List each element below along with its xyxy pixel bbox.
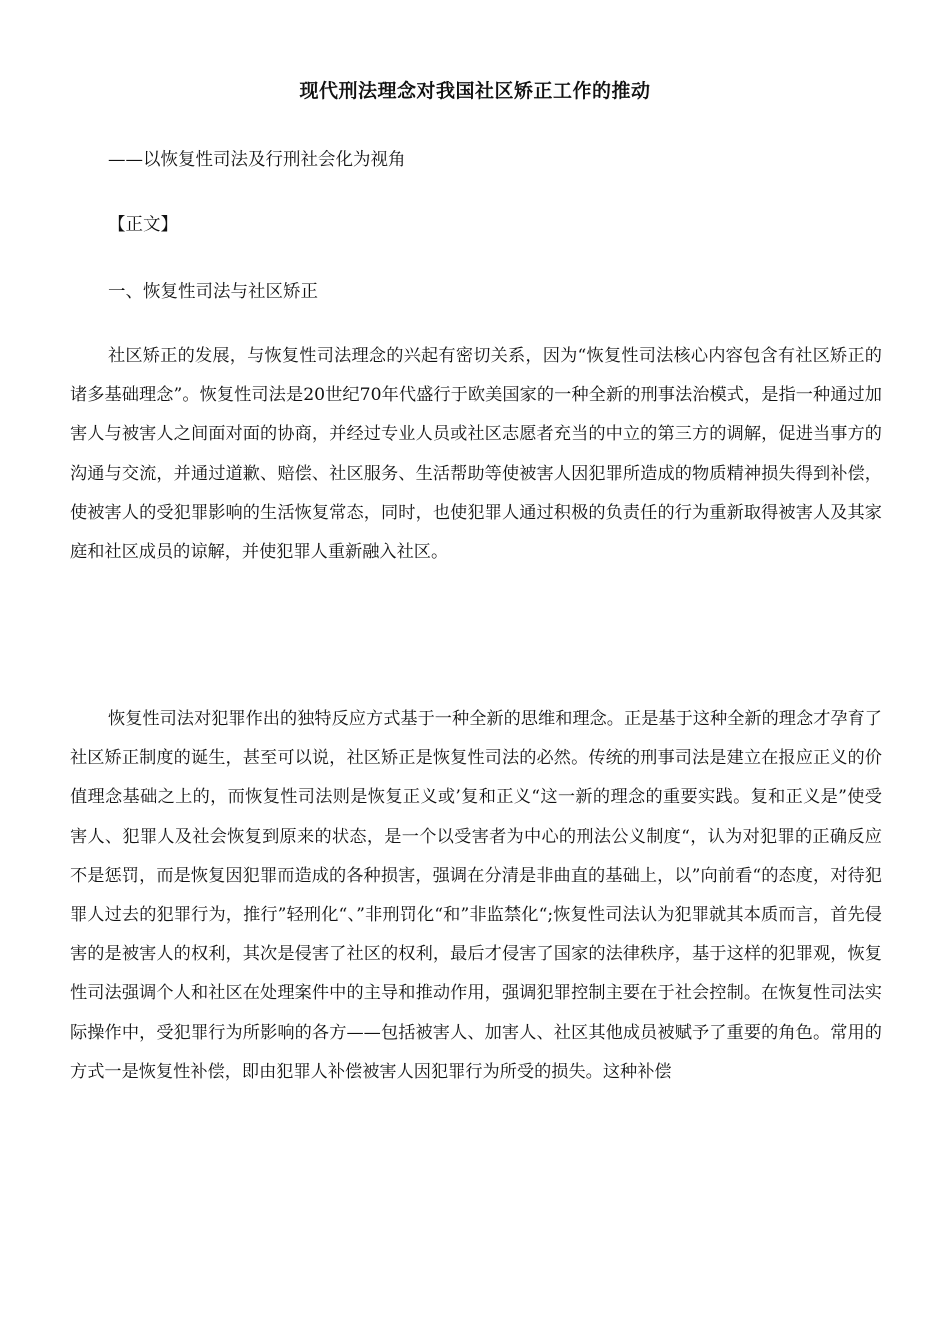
- document-title: 现代刑法理念对我国社区矫正工作的推动: [299, 80, 651, 102]
- section-heading: 一、恢复性司法与社区矫正: [108, 282, 318, 302]
- document-subtitle: ——以恢复性司法及行刑社会化为视角: [108, 150, 406, 170]
- section-marker: 【正文】: [108, 215, 178, 235]
- body-paragraph: 社区矫正的发展，与恢复性司法理念的兴起有密切关系，因为“恢复性司法核心内容包含有社区矫正的诸多基础理念”。恢复性司法是20世纪70年代盛行于欧美国家的一种全新的刑事法治模式，是指一种通过加害人与被害人之间面对面的协商，并经过专业人员或社区志愿者充当的中立的第三方的调解，促进当事方的沟通与交流，并通过道歉、赔偿、社区服务、生活帮助等使被害人因犯罪所造成的物质精神损失得到补偿，使被害人的受犯罪影响的生活恢复常态，同时，也使犯罪人通过积极的负责任的行为重新取得被害人及其家庭和社区成员的谅解，并使犯罪人重新融入社区。: [70, 346, 882, 563]
- body-paragraph: 恢复性司法对犯罪作出的独特反应方式基于一种全新的思维和理念。正是基于这种全新的理念才孕育了社区矫正制度的诞生，甚至可以说，社区矫正是恢复性司法的必然。传统的刑事司法是建立在报应正义的价值理念基础之上的，而恢复性司法则是恢复正义或’复和正义“这一新的理念的重要实践。复和正义是”使受害人、犯罪人及社会恢复到原来的状态，是一个以受害者为中心的刑法公义制度“，认为对犯罪的正确反应不是惩罚，而是恢复因犯罪而造成的各种损害，强调在分清是非曲直的基础上，以”向前看“的态度，对待犯罪人过去的犯罪行为，推行”轻刑化“、”非刑罚化“和”非监禁化“;恢复性司法认为犯罪就其本质而言，首先侵害的是被害人的权利，其次是侵害了社区的权利，最后才侵害了国家的法律秩序，基于这样的犯罪观，恢复性司法强调个人和社区在处理案件中的主导和推动作用，强调犯罪控制主要在于社会控制。在恢复性司法实际操作中，受犯罪行为所影响的各方——包括被害人、加害人、社区其他成员被赋予了重要的角色。常用的方式一是恢复性补偿，即由犯罪人补偿被害人因犯罪行为所受的损失。这种补偿: [70, 709, 882, 1082]
